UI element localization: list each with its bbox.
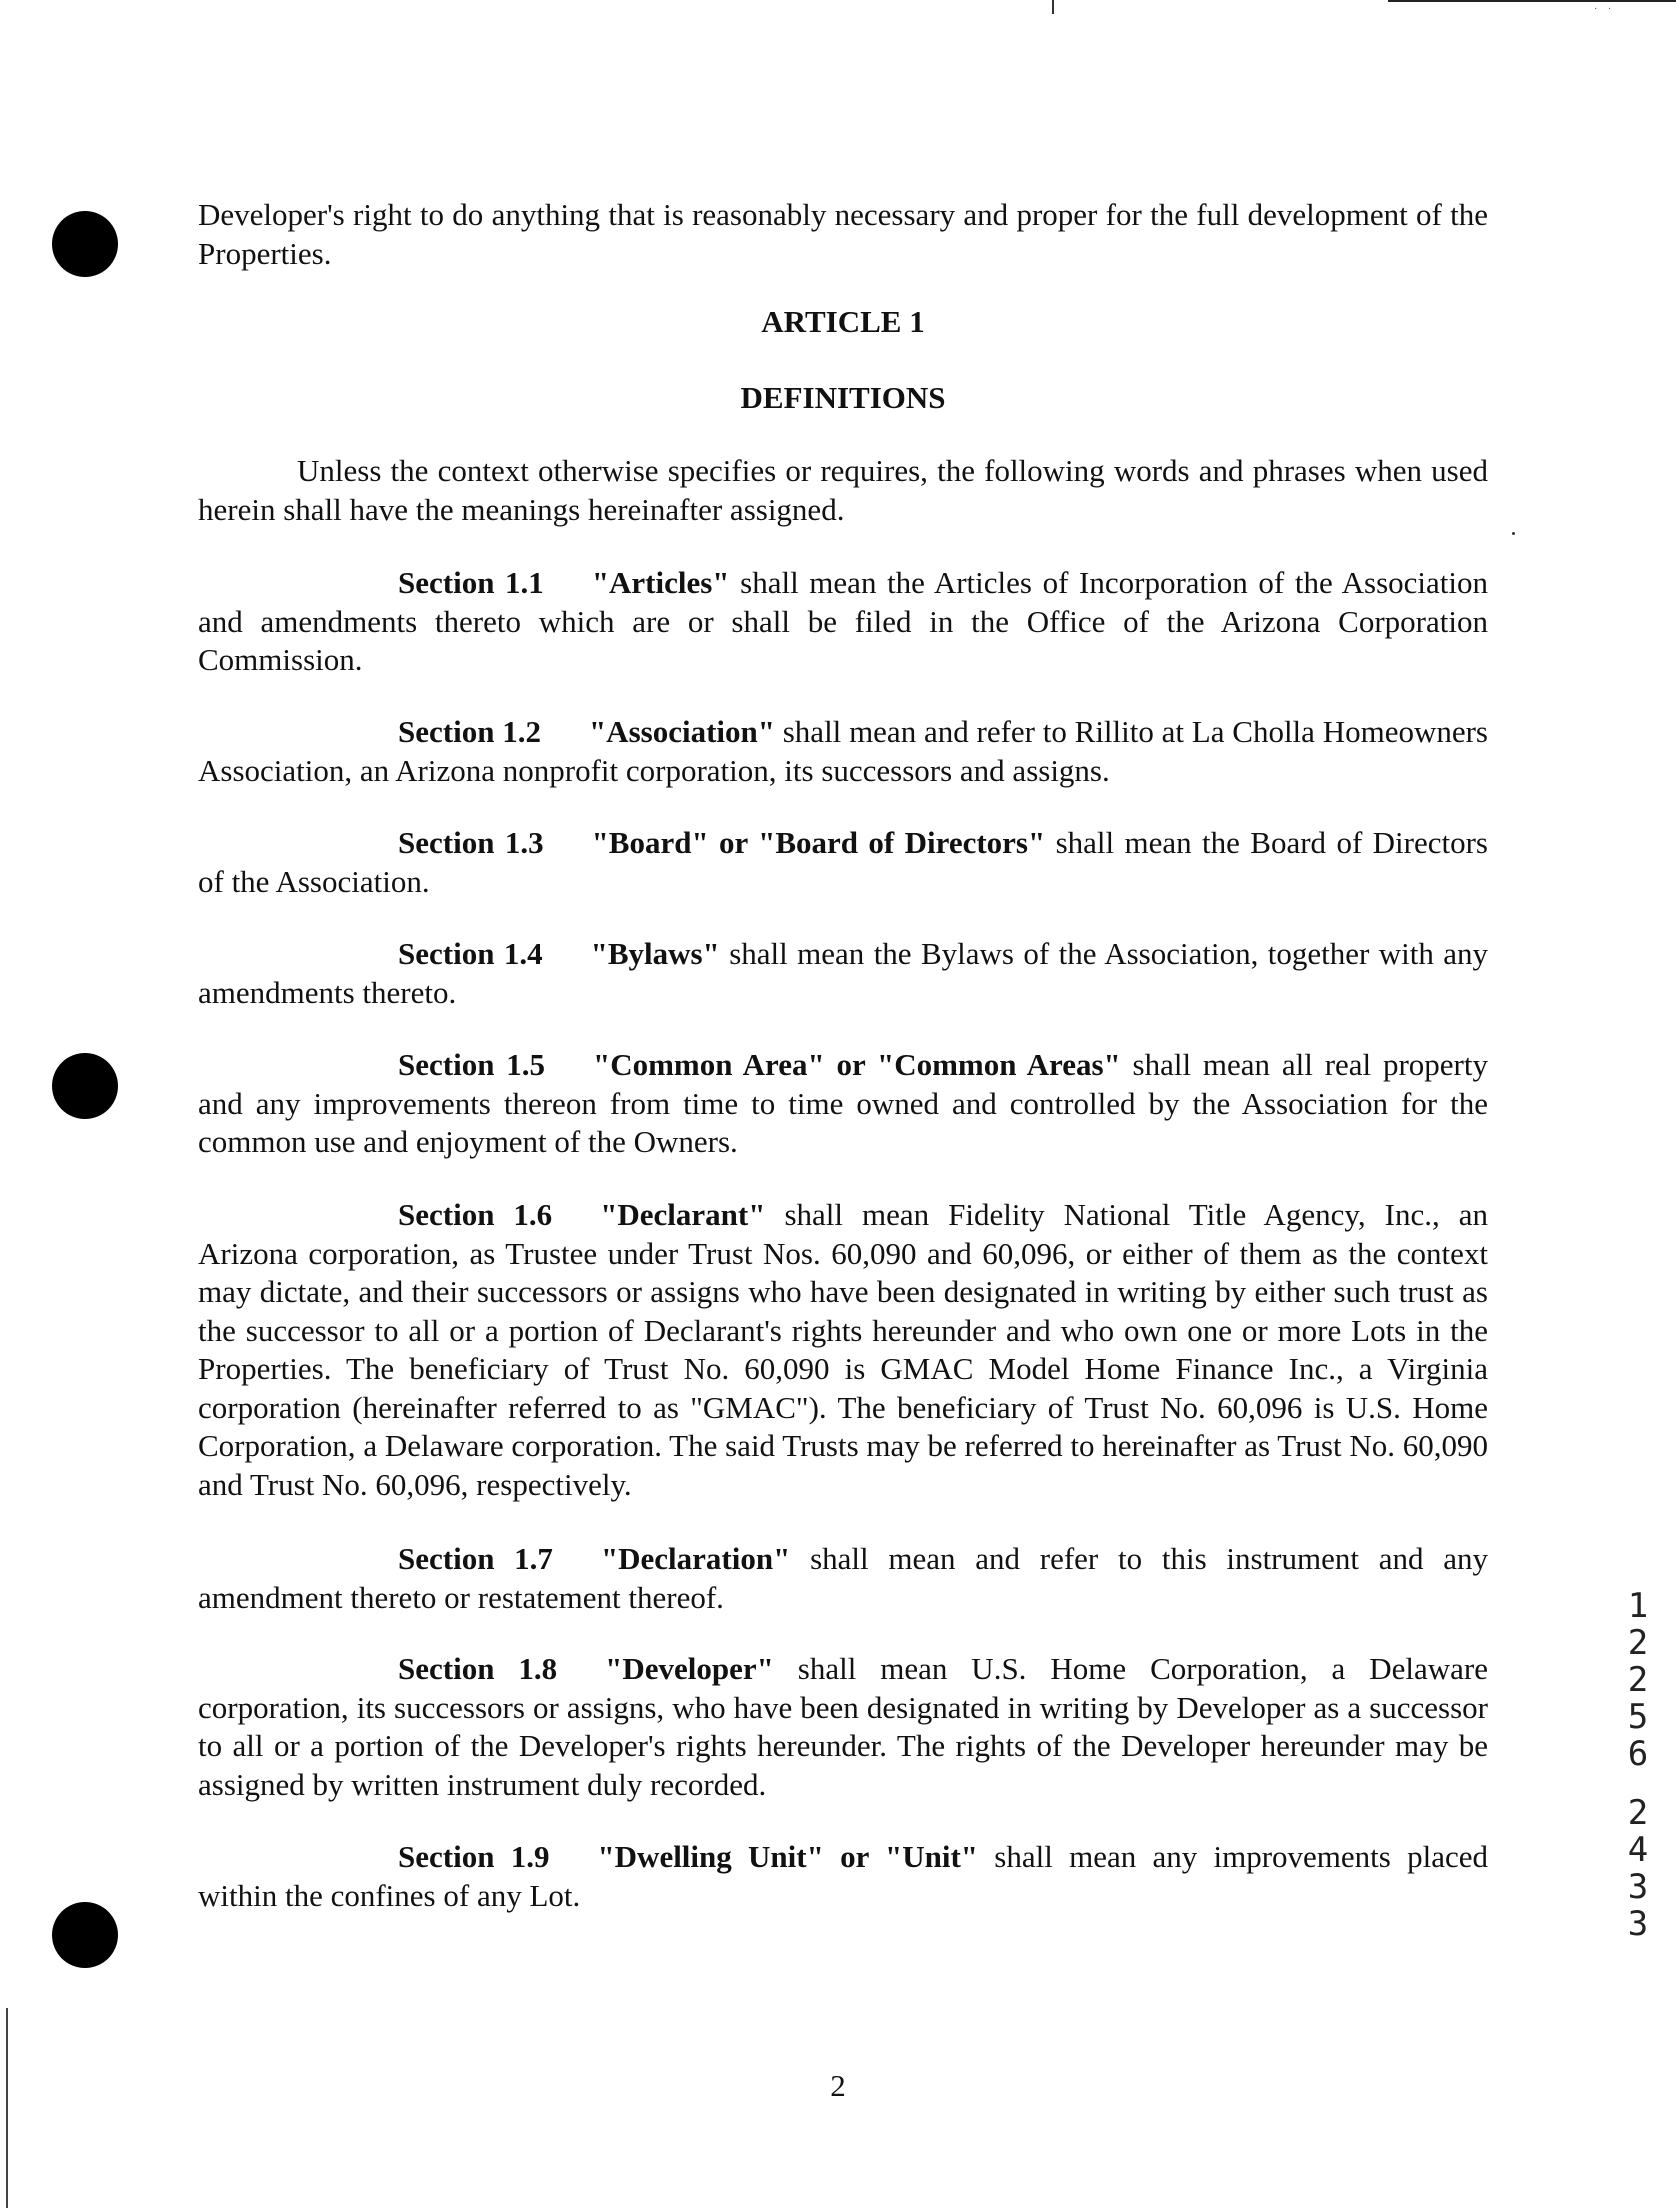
section-1-8 (198, 1650, 1488, 1804)
stamp-digit: 2 (1627, 1623, 1649, 1663)
defined-term: "Board" or "Board of Directors" (591, 825, 1046, 860)
section-number: Section 1.8 (398, 1651, 558, 1686)
scan-top-tick (1052, 0, 1054, 14)
section-1-3 (198, 824, 1488, 901)
article-heading: ARTICLE 1 (761, 304, 925, 339)
section-text: shall mean U.S. Home Corporation, a Delaware corporation, its successors or assigns, who have been designated in writing by Developer as a successor to all or a portion of the Developer's rights hereunder. The rights of the Developer hereunder may be assigned by written instrument duly recorded. (198, 1651, 1488, 1802)
stamp-digit: 4 (1627, 1830, 1649, 1870)
section-number: Section 1.2 (398, 714, 541, 749)
section-number: Section 1.4 (398, 936, 543, 971)
stamp-digit: 5 (1627, 1697, 1649, 1737)
section-number: Section 1.3 (398, 825, 544, 860)
lead-paragraph: Unless the context otherwise specifies or requires, the following words and phrases when used herein shall have the meanings hereinafter assigned. (198, 453, 1488, 527)
section-number: Section 1.5 (398, 1047, 546, 1082)
section-1-1 (198, 564, 1488, 680)
scan-top-rule (1388, 0, 1676, 2)
section-text: shall mean the Articles of Incorporation of the Association and amendments thereto which are or shall be filed in the Office of the Arizona Corporation Commission. (198, 565, 1488, 677)
section-text: shall mean any improvements placed within the confines of any Lot. (198, 1839, 1488, 1913)
binder-hole-top (52, 211, 118, 277)
section-1-7 (198, 1540, 1488, 1617)
defined-term: "Articles" (591, 565, 730, 600)
defined-term: "Bylaws" (590, 936, 720, 971)
section-text: shall mean and refer to this instrument and any amendment thereto or restatement thereof. (198, 1541, 1488, 1615)
scan-left-rule (6, 2008, 8, 2208)
section-number: Section 1.1 (398, 565, 544, 600)
defined-term: "Declarant" (600, 1197, 766, 1232)
section-text: shall mean the Bylaws of the Association, together with any amendments thereto. (198, 936, 1488, 1010)
section-text: shall mean the Board of Directors of the Association. (198, 825, 1488, 899)
section-text: shall mean all real property and any improvements thereon from time to time owned and controlled by the Association for the common use and enjoyment of the Owners. (198, 1047, 1488, 1159)
section-number: Section 1.7 (398, 1541, 553, 1576)
section-text: shall mean and refer to Rillito at La Cholla Homeowners Association, an Arizona nonprofit corporation, its successors and assigns. (198, 714, 1488, 788)
section-1-4 (198, 935, 1488, 1012)
scan-corner-marks: · · (1594, 4, 1616, 15)
defined-term: "Association" (588, 714, 775, 749)
intro-paragraph: Developer's right to do anything that is reasonably necessary and proper for the full development of the Properties. (198, 197, 1488, 271)
defined-term: "Declaration" (600, 1541, 791, 1576)
defined-term: "Dwelling Unit" or "Unit" (597, 1839, 979, 1874)
stamp-digit: 6 (1627, 1734, 1649, 1774)
section-text: shall mean Fidelity National Title Agency, Inc., an Arizona corporation, as Trustee under Trust Nos. 60,090 and 60,096, or either of them as the context may dictate, and their successors or assigns who have been designated in writing by either such trust as the successor to all or a portion of Declarant's rights hereunder and who own one or more Lots in the Properties. The beneficiary of Trust No. 60,090 is GMAC Model Home Finance Inc., a Virginia corporation (hereinafter referred to as "GMAC"). The beneficiary of Trust No. 60,096 is U.S. Home Corporation, a Delaware corporation. The said Trusts may be referred to hereinafter as Trust No. 60,090 and Trust No. 60,096, respectively. (198, 1197, 1488, 1502)
section-1-6 (198, 1196, 1488, 1504)
stamp-digit: 1 (1627, 1586, 1649, 1626)
section-1-2 (198, 713, 1488, 790)
binder-hole-middle (52, 1053, 118, 1119)
stamp-digit: 3 (1627, 1867, 1649, 1907)
page-number: 2 (830, 2068, 846, 2103)
section-1-9 (198, 1838, 1488, 1915)
section-number: Section 1.9 (398, 1839, 550, 1874)
stamp-digit: 3 (1627, 1904, 1649, 1944)
recording-number-stamp (1618, 1588, 1658, 1943)
section-1-5 (198, 1046, 1488, 1162)
stamp-digit: 2 (1627, 1660, 1649, 1700)
stamp-digit: 2 (1627, 1793, 1649, 1833)
defined-term: "Developer" (605, 1651, 774, 1686)
article-title: DEFINITIONS (740, 380, 946, 415)
section-number: Section 1.6 (398, 1197, 553, 1232)
binder-hole-bottom (52, 1902, 118, 1968)
defined-term: "Common Area" or "Common Areas" (593, 1047, 1121, 1082)
scan-speck (1512, 532, 1515, 535)
